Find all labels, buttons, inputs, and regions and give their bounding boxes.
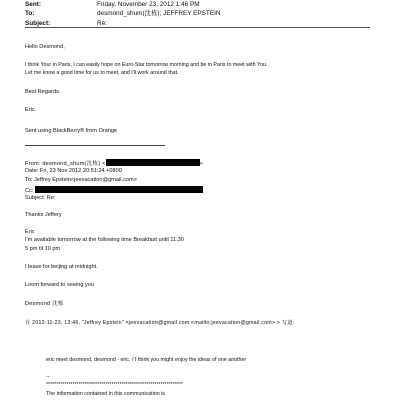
quoted-look-forward: Loom forward to seeing you [25, 282, 95, 288]
quoted-thanks: Thanks Jeffery [25, 212, 62, 218]
nested-stars: ******************************************************************* [46, 382, 184, 388]
to-row [25, 9, 385, 18]
sent-label: Sent: [25, 1, 41, 8]
signature-divider [25, 145, 165, 146]
nested-intro-line: eric meet desmond, desmond - eric. / I think you might enjoy the ideas of one another [46, 357, 247, 363]
nested-footer: The information contained in this communication is [46, 391, 165, 397]
quoted-subject: Subject: Re: [25, 195, 56, 201]
quoted-available: I'm available tomorrow at the following time Breakfast until 11:30 [25, 237, 184, 243]
regards: Best Regards. [25, 89, 61, 95]
quoted-from [25, 159, 203, 168]
quoted-cc-label: Cc: [25, 188, 34, 194]
email-header [25, 0, 385, 28]
quoted-date: Date: Fri, 23 Nov 2012 20:51:24 +0800 [25, 168, 122, 174]
quoted-from-suffix: > [199, 161, 203, 167]
nested-dash: -- [46, 374, 50, 380]
quoted-to: To: Jeffrey Epstein<jeevacation@gmail.com> [25, 177, 137, 183]
signoff: Eric. [25, 107, 37, 113]
body-line-1: I think Your in Paris, I can easily hope on Euro-Star tomorrow morning and be in Paris to meet with You. [25, 62, 268, 68]
subject-label: Subject: [25, 19, 51, 27]
redaction-box [35, 186, 203, 193]
sent-row [25, 0, 385, 9]
redaction-box [106, 159, 200, 166]
quoted-from-prefix: From: desmond_shum(沈栋) < [25, 161, 106, 167]
quoted-time-range: 5 pm til 10 pm [25, 246, 61, 252]
header-divider [25, 27, 370, 28]
nested-wrote-line: 在 2012-11-23, 13:46, "Jeffrey Epstein" <jeevacation@gmail.com <mailto:jeevacation@gmail.com> > 写道： [25, 320, 299, 326]
quoted-desmond-sig: Desmond 沈栋 [25, 301, 64, 307]
body-line-2: Let me know a good time for us to meet, and I'll work around that. [25, 70, 179, 76]
sent-using: Sent using BlackBerry® from Orange [25, 128, 118, 134]
subject-value: Re: [97, 19, 107, 27]
to-label: To: [25, 10, 35, 18]
sent-value: Friday, November 23, 2012 1:46 PM [97, 1, 200, 8]
quoted-leave: I leave for beijing at midnight. [25, 264, 98, 270]
greeting: Hello Desmond, [25, 44, 65, 50]
quoted-cc [25, 186, 203, 195]
quoted-eric: Eric [25, 229, 35, 235]
to-value: desmond_shum(沈栋); JEFFREY EPSTEIN [97, 10, 221, 18]
